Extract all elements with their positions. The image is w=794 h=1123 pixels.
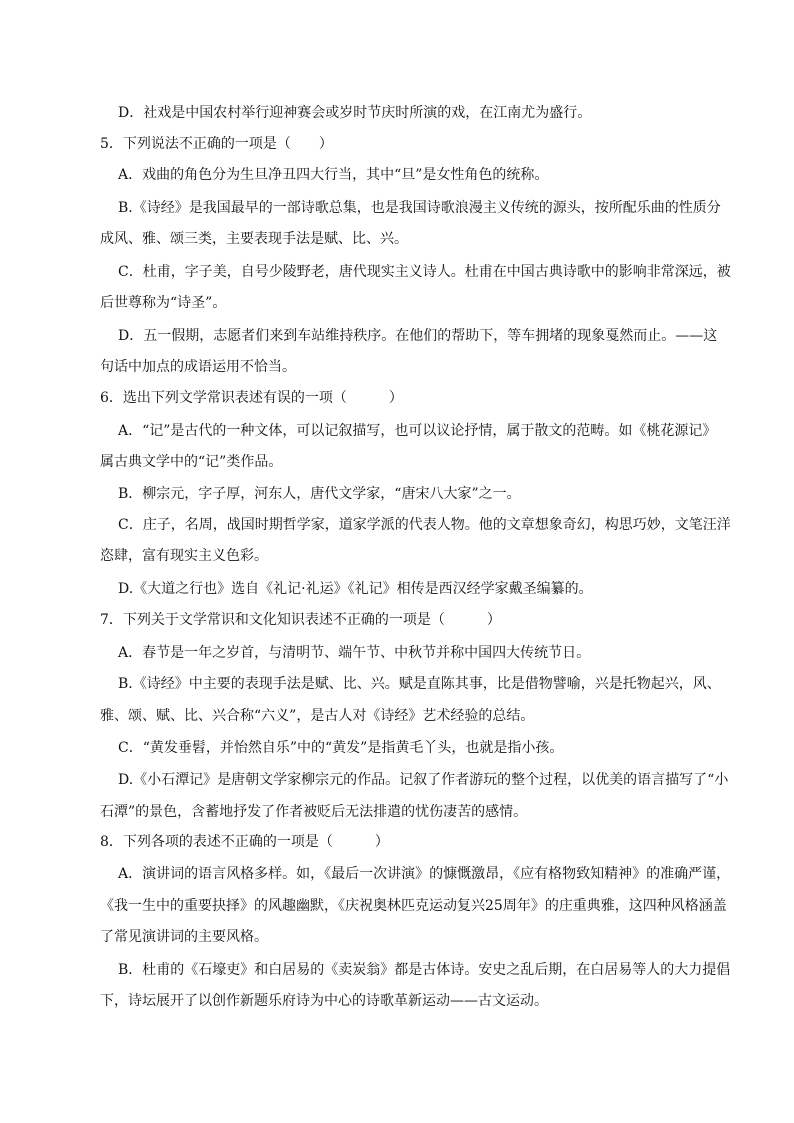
q5-option-a: A．戏曲的角色分为生旦净丑四大行当，其中“旦”是女性角色的统称。 xyxy=(118,167,549,183)
q6-option-a: A．“记”是古代的一种文体，可以记叙描写，也可以议论抒情，属于散文的范畴。如《桃花源记》 xyxy=(118,423,717,439)
q8-option-a-cont2: 了常见演讲词的主要风格。 xyxy=(100,929,268,945)
q5-option-b-cont: 成风、雅、颂三类，主要表现手法是赋、比、兴。 xyxy=(100,231,408,247)
question-8-stem: 8．下列各项的表述不正确的一项是（ ） xyxy=(100,834,389,850)
q8-option-a-cont: 《我一生中的重要抉择》的风趣幽默，《庆祝奥林匹克运动复兴25周年》的庄重典雅，这四种风格涵盖 xyxy=(100,898,727,914)
q4-option-d: D．社戏是中国农村举行迎神赛会或岁时节庆时所演的戏，在江南尤为盛行。 xyxy=(118,105,592,121)
q7-option-d-cont: 石潭”的景色，含蓄地抒发了作者被贬后无法排遣的忧伤凄苦的感情。 xyxy=(100,804,528,820)
q6-option-c: C．庄子，名周，战国时期哲学家，道家学派的代表人物。他的文章想象奇幻，构思巧妙，文笔汪洋 xyxy=(118,517,731,533)
q5-option-b: B.《诗经》是我国最早的一部诗歌总集，也是我国诗歌浪漫主义传统的源头，按所配乐曲的性质分 xyxy=(118,200,721,216)
q6-option-d: D.《大道之行也》选自《礼记·礼运》《礼记》相传是西汉经学家戴圣编纂的。 xyxy=(118,581,593,597)
q8-option-b: B．杜甫的《石壕吏》和白居易的《卖炭翁》都是古体诗。安史之乱后期，在白居易等人的大力提倡 xyxy=(118,962,731,978)
question-6-stem: 6．选出下列文学常识表述有误的一项（ ） xyxy=(100,390,403,406)
q7-option-c: C．“黄发垂髫，并怡然自乐”中的“黄发”是指黄毛丫头，也就是指小孩。 xyxy=(118,740,564,756)
q8-option-b-cont: 下，诗坛展开了以创作新题乐府诗为中心的诗歌革新运动——古文运动。 xyxy=(100,993,548,1009)
q6-option-a-cont: 属古典文学中的“记”类作品。 xyxy=(100,454,283,470)
q7-option-b-cont: 雅、颂、赋、比、兴合称“六义”，是古人对《诗经》艺术经验的总结。 xyxy=(100,708,535,724)
q8-option-a: A．演讲词的语言风格多样。如，《最后一次讲演》的慷慨激昂，《应有格物致知精神》的准确严谨， xyxy=(118,866,731,882)
q5-option-d: D．五一假期，志愿者们来到车站维持秩序。在他们的帮助下，等车拥堵的现象戛然而止。——这 xyxy=(118,328,718,344)
question-5-stem: 5．下列说法不正确的一项是（ ） xyxy=(100,136,333,152)
q6-option-b: B．柳宗元，字子厚，河东人，唐代文学家，“唐宋八大家”之一。 xyxy=(118,486,521,502)
q7-option-b: B.《诗经》中主要的表现手法是赋、比、兴。赋是直陈其事，比是借物譬喻，兴是托物起兴，风、 xyxy=(118,676,721,692)
question-7-stem: 7．下列关于文学常识和文化知识表述不正确的一项是（ ） xyxy=(100,612,501,628)
q6-option-c-cont: 恣肆，富有现实主义色彩。 xyxy=(100,548,268,564)
q5-option-d-cont: 句话中加点的成语运用不恰当。 xyxy=(100,359,296,375)
q7-option-d: D.《小石潭记》是唐朝文学家柳宗元的作品。记叙了作者游玩的整个过程，以优美的语言描写了“小 xyxy=(118,772,729,788)
q7-option-a: A．春节是一年之岁首，与清明节、端午节、中秋节并称中国四大传统节日。 xyxy=(118,645,591,661)
q5-option-c: C．杜甫，字子美，自号少陵野老，唐代现实主义诗人。杜甫在中国古典诗歌中的影响非常深远，被 xyxy=(118,264,731,280)
q5-option-c-cont: 后世尊称为“诗圣”。 xyxy=(100,295,227,311)
